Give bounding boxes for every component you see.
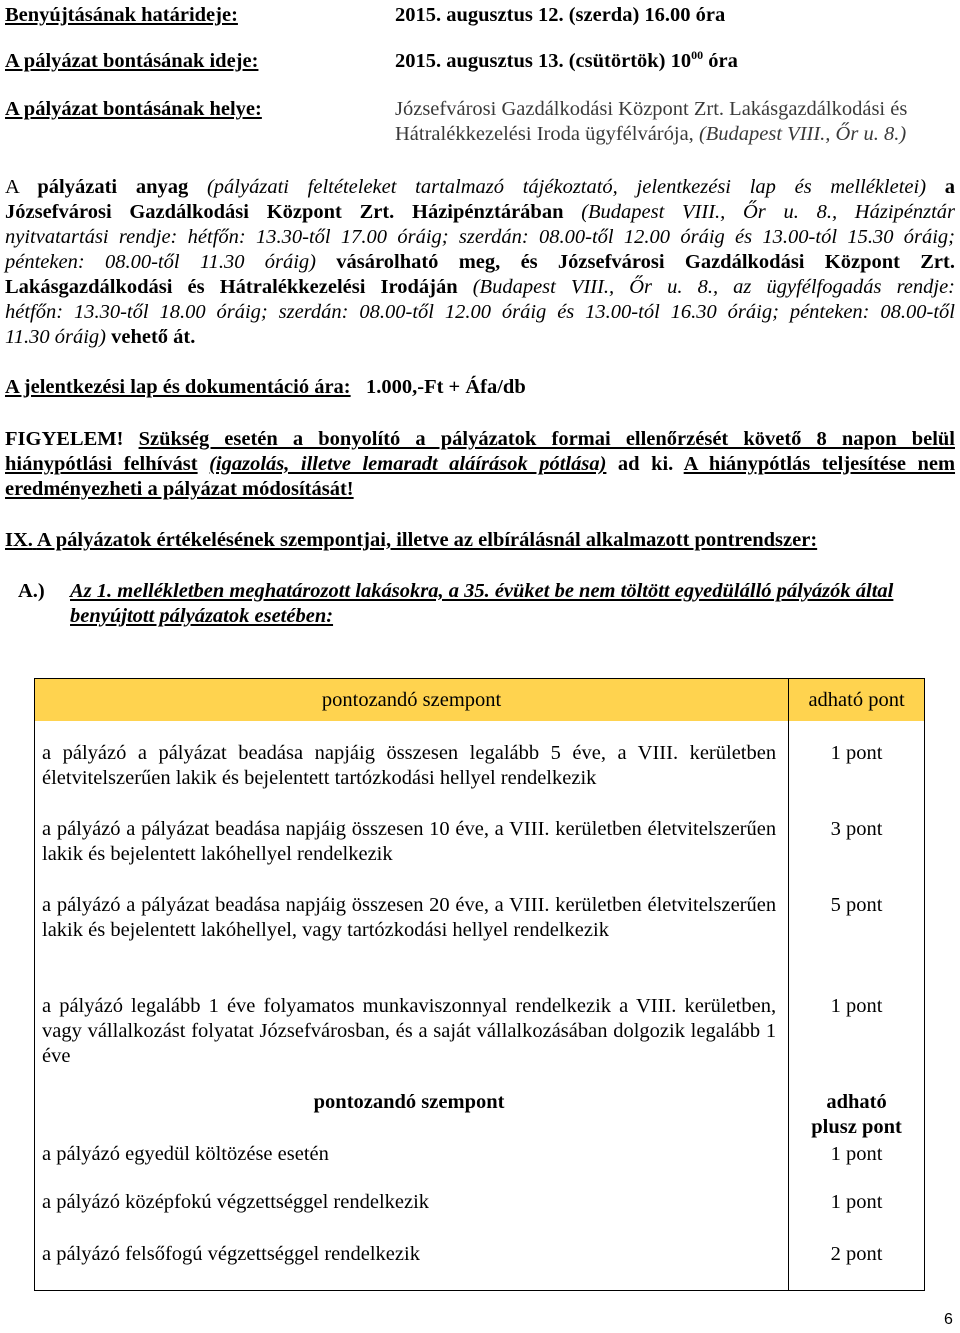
deadline-value: 2015. augusztus 12. (szerda) 16.00 óra: [395, 4, 726, 26]
table-row: [35, 1242, 925, 1290]
table-row: [35, 741, 925, 817]
points-cell: 1 pont: [830, 1191, 883, 1213]
criterion-cell: a pályázó a pályázat beadása napjáig összesen 20 éve, a VIII. kerületben életvitelszerűen lakik és bejelentett lakóhellyel, vagy tartózkodási hellyel rendelkezik: [35, 893, 789, 994]
criterion-cell: a pályázó középfokú végzettséggel rendelkezik: [35, 1190, 789, 1242]
criterion-column-header: pontozandó szempont: [35, 679, 789, 722]
points-cell: 1 pont: [830, 742, 883, 764]
points-cell: 1 pont: [830, 1143, 883, 1165]
table-row: [35, 994, 925, 1090]
criterion-cell: a pályázó a pályázat beadása napjáig összesen 10 éve, a VIII. kerületben életvitelszerűen lakik és bejelentett lakóhellyel rendelkezik: [35, 817, 789, 893]
points-cell: 5 pont: [830, 894, 883, 916]
opening-place-label: A pályázat bontásának helye:: [5, 98, 262, 120]
table-row: [35, 817, 925, 893]
warning-paragraph: FIGYELEM! Szükség esetén a bonyolító a pályázatok formai ellenőrzését követő 8 napon belül hiánypótlási felhívást (igazolás, illetve lemaradt aláírások pótlása) ad ki. A hiánypótlás teljesítése nem eredményezheti a pályázat módosítását!: [5, 428, 956, 500]
table-row: [35, 893, 925, 994]
points-column-header: adható pont: [789, 679, 925, 722]
page-number: 6: [944, 1311, 953, 1328]
section-heading: IX. A pályázatok értékelésének szempontjai, illetve az elbírálásnál alkalmazott pontrendszer:: [5, 529, 818, 551]
table-row: [35, 1142, 925, 1190]
points-cell: 3 pont: [830, 818, 883, 840]
criterion-cell: a pályázó egyedül költözése esetén: [35, 1142, 789, 1190]
application-material-paragraph: A pályázati anyag (pályázati feltételeket tartalmazó tájékoztató, jelentkezési lap és mellékletei) a Józsefvárosi Gazdálkodási Központ Zrt. Házipénztárában (Budapest VIII., Őr u. 8., Házipénztár nyitvatartási rendje: hétfőn: 13.30-től 17.00 óráig; szerdán: 08.00-től 12.00 óráig és 13.00-tól 15.30 óráig; pénteken: 08.00-től 11.30 óráig) vásárolható meg, és Józsefvárosi Gazdálkodási Központ Zrt. Lakásgazdálkodási és Hátralékkezelési Irodáján (Budapest VIII., Őr u. 8., az ügyfélfogadás rendje: hétfőn: 13.30-től 18.00 óráig; szerdán: 08.00-től 12.00 óráig és 13.00-tól 16.30 óráig; pénteken: 08.00-től 11.30 óráig) vehető át.: [5, 176, 956, 348]
scoring-table: [34, 678, 925, 1291]
criterion-cell: a pályázó legalább 1 éve folyamatos munkaviszonnyal rendelkezik a VIII. kerületben, vagy vállalkozást folyatat Józsefvárosban, és a saját vállalkozásában dolgozik legalább 1 éve: [35, 994, 789, 1090]
criterion-cell: a pályázó a pályázat beadása napjáig összesen legalább 5 éve, a VIII. kerületben életvitelszerűen lakik és bejelentett tartózkodási hellyel rendelkezik: [35, 741, 789, 817]
opening-time-value: 2015. augusztus 13. (csütörtök) $10^{00}$ óra: [395, 48, 738, 72]
criterion-cell: a pályázó felsőfogú végzettséggel rendelkezik: [35, 1242, 789, 1290]
table-row: [35, 1190, 925, 1242]
subsection-label: A.): [18, 580, 45, 602]
table-header-row: [35, 679, 925, 722]
price-line: A jelentkezési lap és dokumentáció ára: 1.000,-Ft + Áfa/db: [5, 376, 526, 398]
criterion-column-header: pontozandó szempont: [35, 1090, 789, 1142]
bonus-points-column-header: adható plusz pont: [811, 1091, 902, 1138]
points-cell: 2 pont: [830, 1243, 883, 1265]
subsection-title: Az 1. mellékletben meghatározott lakásokra, a 35. évüket be nem töltött egyedülálló pályázók által benyújtott pályázatok esetében:: [70, 580, 894, 627]
opening-time-label: A pályázat bontásának ideje:: [5, 50, 259, 72]
points-cell: 1 pont: [830, 995, 883, 1017]
opening-place-value: Józsefvárosi Gazdálkodási Központ Zrt. Lakásgazdálkodási és Hátralékkezelési Iroda ügyfélvárója, (Budapest VIII., Őr u. 8.): [395, 98, 908, 145]
table-subheader-row: [35, 1090, 925, 1142]
deadline-label: Benyújtásának határideje:: [5, 4, 238, 26]
